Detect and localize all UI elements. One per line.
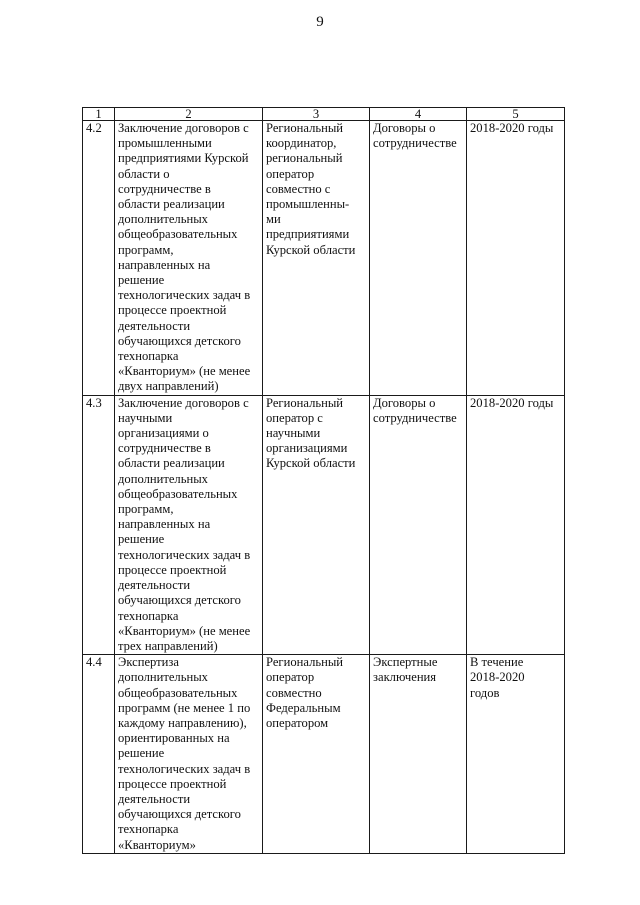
column-header: 1 (83, 108, 115, 121)
table-row (83, 121, 565, 396)
column-header: 4 (370, 108, 467, 121)
row-action: Экспертиза дополнительных общеобразовательных программ (не менее 1 по каждому направлению), ориентированных на решение технологических задач в процессе проектной деятельности обучающихся детского технопарка «Кванториум» (115, 655, 263, 854)
row-result: Договоры о сотрудничестве (370, 121, 467, 396)
row-result: Экспертные заключения (370, 655, 467, 854)
row-action: Заключение договоров с промышленными предприятиями Курской области о сотрудничестве в области реализации дополнительных общеобразовательных программ, направленных на решение технологических задач в процессе проектной деятельности обучающихся детского технопарка «Кванториум» (не менее двух направлений) (115, 121, 263, 396)
column-header: 3 (263, 108, 370, 121)
row-period: 2018-2020 годы (467, 121, 565, 396)
table-row (83, 655, 565, 854)
row-responsible: Региональный оператор совместно Федеральным оператором (263, 655, 370, 854)
table-header-row (83, 108, 565, 121)
row-period: В течение 2018-2020 годов (467, 655, 565, 854)
row-period: 2018-2020 годы (467, 395, 565, 654)
row-number: 4.4 (83, 655, 115, 854)
column-header: 5 (467, 108, 565, 121)
action-plan-table (82, 107, 565, 854)
column-header: 2 (115, 108, 263, 121)
row-number: 4.3 (83, 395, 115, 654)
page-number: 9 (316, 14, 324, 30)
row-responsible: Региональный координатор, региональный оператор совместно с промышленны- ми предприятиями Курской области (263, 121, 370, 396)
row-action: Заключение договоров с научными организациями о сотрудничестве в области реализации дополнительных общеобразовательных программ, направленных на решение технологических задач в процессе проектной деятельности обучающихся детского технопарка «Кванториум» (не менее трех направлений) (115, 395, 263, 654)
row-number: 4.2 (83, 121, 115, 396)
table-row (83, 395, 565, 654)
row-responsible: Региональный оператор с научными организациями Курской области (263, 395, 370, 654)
row-result: Договоры о сотрудничестве (370, 395, 467, 654)
